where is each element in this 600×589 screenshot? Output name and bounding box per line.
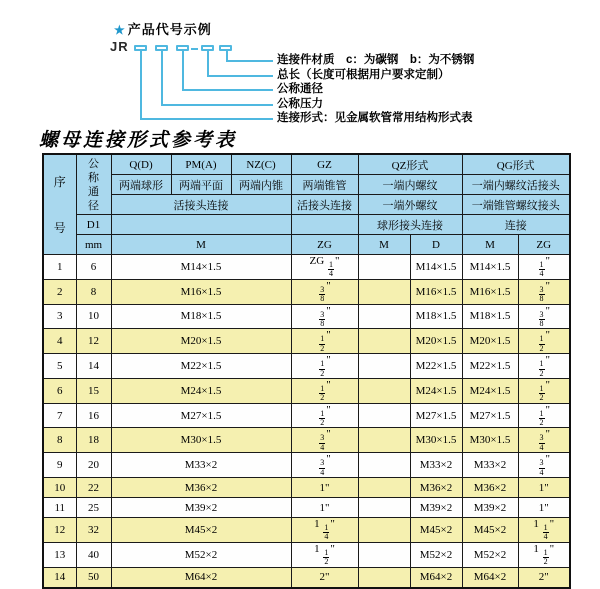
cell-qz-d: M14×1.5 [410, 255, 462, 280]
cell-qz-m [358, 453, 410, 478]
header-left-conn: 活接头连接 [111, 195, 291, 215]
cell-seq: 4 [43, 329, 76, 354]
diagram-title-text: 产品代号示例 [127, 22, 212, 37]
table-title: 螺母连接形式参考表 [39, 129, 238, 151]
diagram-label-diameter: 公称通径 [277, 83, 323, 95]
cell-qg-m: M18×1.5 [462, 304, 518, 329]
table-row [43, 255, 570, 280]
header-pm-desc: 两端平面 [171, 175, 231, 195]
header-qz-desc1: 一端内螺纹 [358, 175, 462, 195]
header-row-types [43, 154, 570, 175]
header-row-desc2 [43, 195, 570, 215]
cell-qz-m [358, 518, 410, 543]
cell-m: M36×2 [111, 478, 291, 498]
cell-gz: $\frac{1}{2}$ " [291, 354, 358, 379]
cell-qz-d: M64×2 [410, 567, 462, 588]
connector-line [161, 51, 163, 105]
cell-qz-m [358, 403, 410, 428]
cell-qg-zg: 1" [518, 498, 570, 518]
cell-qg-zg: 1 $\frac{1}{2}$ " [518, 542, 570, 567]
cell-dn: 22 [76, 478, 111, 498]
cell-qz-m [358, 378, 410, 403]
cell-qg-zg: 2" [518, 567, 570, 588]
header-qz-m: M [358, 235, 410, 255]
cell-qg-m: M52×2 [462, 542, 518, 567]
cell-qg-m: M14×1.5 [462, 255, 518, 280]
table-row [43, 478, 570, 498]
cell-gz: $\frac{1}{2}$ " [291, 403, 358, 428]
connector-line [207, 51, 209, 76]
cell-qz-d: M45×2 [410, 518, 462, 543]
table-row [43, 403, 570, 428]
cell-qz-m [358, 478, 410, 498]
cell-qg-zg: $\frac{3}{4}$ " [518, 453, 570, 478]
connector-line [182, 89, 273, 91]
header-col-pm: PM(A) [171, 154, 231, 175]
header-dn-label: 公称通径 [88, 157, 99, 212]
table-body [43, 255, 570, 588]
star-icon: ★ [114, 23, 126, 37]
header-q-desc: 两端球形 [111, 175, 171, 195]
cell-qz-d: M18×1.5 [410, 304, 462, 329]
table-row [43, 453, 570, 478]
header-qz-desc2: 一端外螺纹 [358, 195, 462, 215]
header-qz-d: D [410, 235, 462, 255]
header-zg: ZG [291, 235, 358, 255]
cell-qg-zg: $\frac{1}{2}$ " [518, 329, 570, 354]
cell-qg-zg: $\frac{1}{4}$ " [518, 255, 570, 280]
cell-dn: 18 [76, 428, 111, 453]
cell-qz-d: M16×1.5 [410, 279, 462, 304]
cell-gz: 1" [291, 498, 358, 518]
header-qz-conn: 球形接头连接 [358, 215, 462, 235]
header-qg-desc2: 一端锥管螺纹接头 [462, 195, 570, 215]
cell-qz-m [358, 354, 410, 379]
cell-gz: $\frac{3}{8}$ " [291, 279, 358, 304]
code-dash [191, 48, 198, 50]
cell-qz-m [358, 304, 410, 329]
cell-m: M30×1.5 [111, 428, 291, 453]
cell-qz-m [358, 542, 410, 567]
cell-qz-m [358, 428, 410, 453]
cell-qz-m [358, 498, 410, 518]
cell-qg-m: M45×2 [462, 518, 518, 543]
cell-seq: 6 [43, 378, 76, 403]
cell-m: M27×1.5 [111, 403, 291, 428]
cell-m: M16×1.5 [111, 279, 291, 304]
cell-qg-m: M33×2 [462, 453, 518, 478]
cell-dn: 10 [76, 304, 111, 329]
cell-qz-m [358, 329, 410, 354]
cell-dn: 20 [76, 453, 111, 478]
cell-qg-zg: $\frac{3}{8}$ " [518, 279, 570, 304]
cell-seq: 2 [43, 279, 76, 304]
cell-dn: 14 [76, 354, 111, 379]
cell-qz-d: M22×1.5 [410, 354, 462, 379]
cell-gz: ZG $\frac{1}{4}$ " [291, 255, 358, 280]
cell-qg-zg: $\frac{3}{8}$ " [518, 304, 570, 329]
connector-line [140, 51, 142, 119]
cell-qz-d: M20×1.5 [410, 329, 462, 354]
cell-gz: $\frac{1}{2}$ " [291, 378, 358, 403]
cell-qg-m: M22×1.5 [462, 354, 518, 379]
header-row-units [43, 235, 570, 255]
cell-qg-zg: 1 $\frac{1}{4}$ " [518, 518, 570, 543]
cell-m: M24×1.5 [111, 378, 291, 403]
table-row [43, 518, 570, 543]
diagram-label-material: 连接件材质 c：为碳钢 b：为不锈钢 [277, 54, 475, 66]
cell-dn: 50 [76, 567, 111, 588]
diagram-label-pressure: 公称压力 [277, 98, 323, 110]
cell-seq: 5 [43, 354, 76, 379]
cell-m: M20×1.5 [111, 329, 291, 354]
cell-gz: 1" [291, 478, 358, 498]
cell-qg-zg: $\frac{3}{4}$ " [518, 428, 570, 453]
header-qg-m: M [462, 235, 518, 255]
code-prefix: JR [110, 39, 129, 54]
cell-qg-m: M36×2 [462, 478, 518, 498]
connector-line [226, 60, 273, 62]
cell-dn: 6 [76, 255, 111, 280]
header-gz-conn: 活接头连接 [291, 195, 358, 215]
header-qg-zg: ZG [518, 235, 570, 255]
table-row [43, 498, 570, 518]
table-row [43, 378, 570, 403]
cell-gz: $\frac{3}{4}$ " [291, 453, 358, 478]
header-col-q: Q(D) [111, 154, 171, 175]
cell-qg-m: M27×1.5 [462, 403, 518, 428]
cell-m: M64×2 [111, 567, 291, 588]
cell-dn: 15 [76, 378, 111, 403]
cell-seq: 13 [43, 542, 76, 567]
header-empty-left [111, 215, 291, 235]
cell-qz-d: M27×1.5 [410, 403, 462, 428]
cell-seq: 9 [43, 453, 76, 478]
cell-qg-zg: $\frac{1}{2}$ " [518, 354, 570, 379]
header-empty-gz [291, 215, 358, 235]
cell-qg-m: M30×1.5 [462, 428, 518, 453]
diagram-title [114, 19, 212, 38]
cell-gz: 2" [291, 567, 358, 588]
cell-qz-m [358, 279, 410, 304]
cell-qz-d: M36×2 [410, 478, 462, 498]
cell-qz-m [358, 255, 410, 280]
header-col-gz: GZ [291, 154, 358, 175]
connector-line [182, 51, 184, 90]
header-col-qz: QZ形式 [358, 154, 462, 175]
cell-qg-zg: $\frac{1}{2}$ " [518, 378, 570, 403]
header-row-d1 [43, 215, 570, 235]
cell-qz-d: M52×2 [410, 542, 462, 567]
cell-seq: 3 [43, 304, 76, 329]
cell-seq: 7 [43, 403, 76, 428]
cell-gz: 1 $\frac{1}{4}$ " [291, 518, 358, 543]
cell-gz: $\frac{3}{4}$ " [291, 428, 358, 453]
header-dn [76, 154, 111, 215]
connector-line [161, 104, 273, 106]
cell-seq: 8 [43, 428, 76, 453]
cell-qg-zg: $\frac{1}{2}$ " [518, 403, 570, 428]
cell-m: M39×2 [111, 498, 291, 518]
cell-m: M33×2 [111, 453, 291, 478]
cell-dn: 40 [76, 542, 111, 567]
table-row [43, 567, 570, 588]
table-row [43, 428, 570, 453]
header-qg-conn: 连接 [462, 215, 570, 235]
cell-dn: 16 [76, 403, 111, 428]
cell-qg-m: M24×1.5 [462, 378, 518, 403]
diagram-label-connection: 连接形式：见金属软管常用结构形式表 [277, 112, 473, 124]
header-mm: mm [76, 235, 111, 255]
cell-qg-m: M39×2 [462, 498, 518, 518]
cell-qz-d: M33×2 [410, 453, 462, 478]
header-d1: D1 [76, 215, 111, 235]
cell-qz-m [358, 567, 410, 588]
cell-qz-d: M39×2 [410, 498, 462, 518]
header-seq-label: 序号 [53, 174, 66, 235]
cell-dn: 32 [76, 518, 111, 543]
table-row [43, 542, 570, 567]
cell-dn: 8 [76, 279, 111, 304]
cell-seq: 14 [43, 567, 76, 588]
table-row [43, 329, 570, 354]
cell-seq: 12 [43, 518, 76, 543]
cell-m: M45×2 [111, 518, 291, 543]
table-row [43, 304, 570, 329]
cell-m: M14×1.5 [111, 255, 291, 280]
connector-line [140, 118, 273, 120]
nut-connection-table [42, 153, 571, 589]
cell-gz: $\frac{1}{2}$ " [291, 329, 358, 354]
cell-qg-m: M64×2 [462, 567, 518, 588]
header-qg-desc1: 一端内螺纹活接头 [462, 175, 570, 195]
cell-qg-m: M16×1.5 [462, 279, 518, 304]
header-m: M [111, 235, 291, 255]
cell-dn: 25 [76, 498, 111, 518]
cell-qz-d: M24×1.5 [410, 378, 462, 403]
cell-seq: 11 [43, 498, 76, 518]
connector-line [207, 75, 273, 77]
cell-seq: 10 [43, 478, 76, 498]
cell-gz: $\frac{3}{8}$ " [291, 304, 358, 329]
cell-gz: 1 $\frac{1}{2}$ " [291, 542, 358, 567]
cell-m: M18×1.5 [111, 304, 291, 329]
cell-qz-d: M30×1.5 [410, 428, 462, 453]
cell-seq: 1 [43, 255, 76, 280]
header-row-desc1 [43, 175, 570, 195]
cell-qg-m: M20×1.5 [462, 329, 518, 354]
header-col-qg: QG形式 [462, 154, 570, 175]
cell-m: M22×1.5 [111, 354, 291, 379]
table-row [43, 354, 570, 379]
diagram-label-length: 总长（长度可根据用户要求定制） [277, 69, 450, 81]
cell-qg-zg: 1" [518, 478, 570, 498]
header-col-nz: NZ(C) [231, 154, 291, 175]
header-gz-desc: 两端锥管 [291, 175, 358, 195]
header-seq [43, 154, 76, 255]
table-row [43, 279, 570, 304]
cell-dn: 12 [76, 329, 111, 354]
header-nz-desc: 两端内锥 [231, 175, 291, 195]
cell-m: M52×2 [111, 542, 291, 567]
